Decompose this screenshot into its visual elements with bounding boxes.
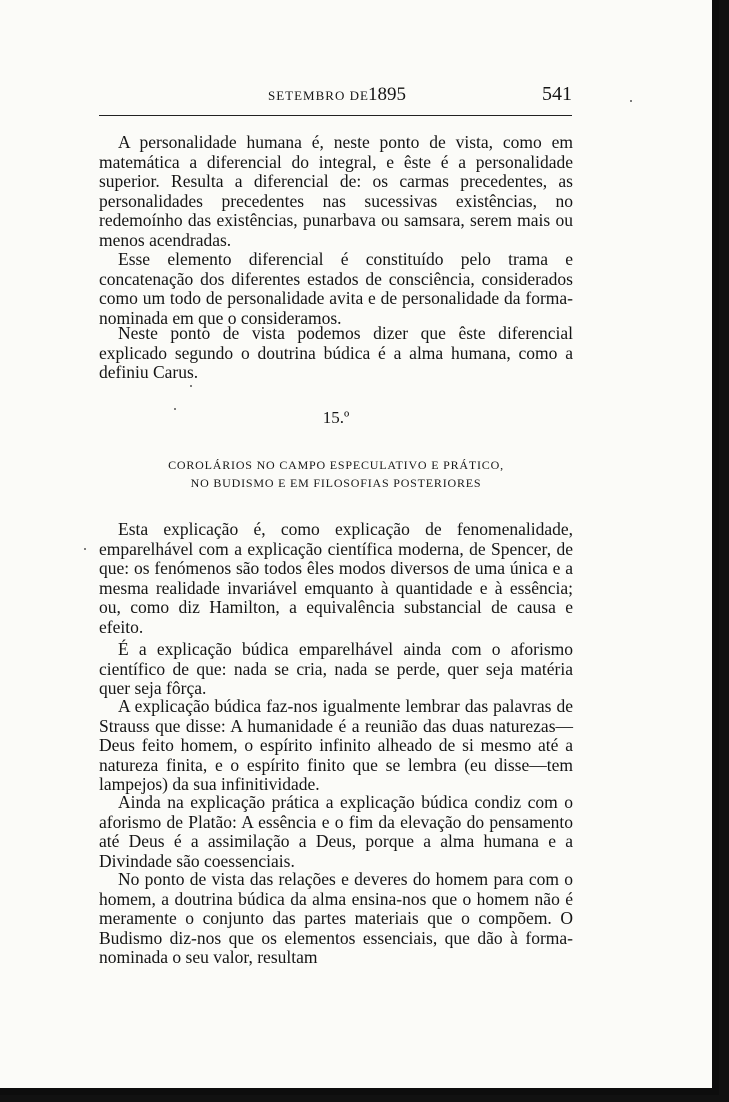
running-header-year: 1895 — [368, 84, 406, 105]
paragraph: Ainda na explicação prática a explicação búdica condiz com o aforismo de Platão: A essência e o fim da elevação do pensamento até Deus é a assimilação a Deus, porque a alma humana e a Divindade são coessenciais. — [99, 792, 573, 871]
section-title-line: COROLÁRIOS NO CAMPO ESPECULATIVO E PRÁTICO, — [168, 458, 504, 472]
header-rule — [99, 115, 572, 116]
paragraph: Neste ponto de vista podemos dizer que êste diferencial explicado segundo o doutrina búdica é a alma humana, como a definiu Carus. — [99, 323, 573, 382]
page-number: 541 — [542, 83, 572, 105]
paper-speck — [174, 408, 176, 410]
paragraph: É a explicação búdica emparelhável ainda com o aforismo científico de que: nada se cria, nada se perde, quer seja matéria quer seja fôrça. — [99, 639, 573, 698]
paper-speck — [630, 100, 632, 102]
section-number: 15.º — [322, 408, 350, 427]
running-header-month: SETEMBRO DE — [268, 88, 369, 103]
paragraph: Esta explicação é, como explicação de fenomenalidade, emparelhável com a explicação científica moderna, de Spencer, de que: os fenómenos são todos êles modos diversos de uma única e a mesma realidade invariável emquanto à quantidade e à essência; ou, como diz Hamilton, a equivalência substancial de causa e efeito. — [99, 519, 573, 637]
paragraph: Esse elemento diferencial é constituído pelo trama e concatenação dos diferentes estados de consciência, considerados como um todo de personalidade avita e de personalidade da forma-nominada em que o consideramos. — [99, 249, 573, 328]
section-title-line: NO BUDISMO E EM FILOSOFIAS POSTERIORES — [190, 476, 482, 490]
paper-speck — [190, 385, 192, 387]
paragraph: No ponto de vista das relações e deveres do homem para com o homem, a doutrina búdica da alma ensina-nos que o homem não é meramente o conjunto das partes materiais que o compõem. O Budismo diz-nos que os elementos essenciais, que dão à forma-nominada o seu valor, resultam — [99, 869, 573, 967]
paper-speck — [84, 548, 86, 550]
paragraph: A explicação búdica faz-nos igualmente lembrar das palavras de Strauss que disse: A humanidade é a reunião das duas naturezas—Deus feito homem, o espírito infinito alheado de si mesmo até a natureza finita, e o espírito finito que se lembra (eu disse—tem lampejos) da sua infinitividade. — [99, 696, 573, 794]
paragraph: A personalidade humana é, neste ponto de vista, como em matemática a diferencial do integral, e êste é a personalidade superior. Resulta a diferencial de: os carmas precedentes, as personalidades precedentes nas sucessivas existências, no redemoínho das existências, punarbava ou samsara, serem mais ou menos acendradas. — [99, 132, 573, 250]
